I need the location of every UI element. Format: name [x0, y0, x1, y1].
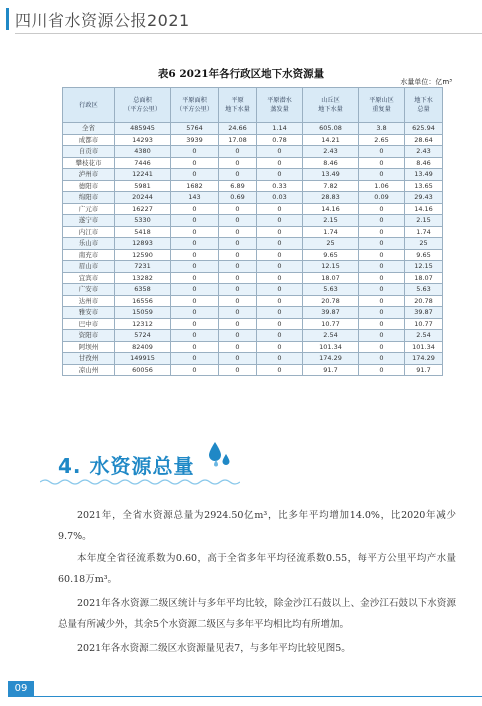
value-cell: 0 [257, 146, 303, 158]
table-row [63, 180, 443, 192]
value-cell: 1.74 [303, 226, 359, 238]
value-cell: 5.63 [405, 284, 443, 296]
table-row [63, 364, 443, 376]
value-cell: 0 [219, 353, 257, 365]
table-row [63, 123, 443, 135]
value-cell: 0 [257, 157, 303, 169]
value-cell: 12590 [115, 249, 171, 261]
value-cell: 0 [219, 364, 257, 376]
value-cell: 18.07 [303, 272, 359, 284]
table-row [63, 215, 443, 227]
value-cell: 0 [257, 238, 303, 250]
value-cell: 0 [359, 284, 405, 296]
value-cell: 0 [219, 203, 257, 215]
value-cell: 39.87 [405, 307, 443, 319]
value-cell: 0.78 [257, 134, 303, 146]
region-cell: 阿坝州 [63, 341, 115, 353]
value-cell: 2.43 [405, 146, 443, 158]
value-cell: 0 [257, 272, 303, 284]
value-cell: 14.16 [405, 203, 443, 215]
value-cell: 13.49 [405, 169, 443, 181]
value-cell: 0 [257, 295, 303, 307]
value-cell: 0 [219, 249, 257, 261]
paragraph-runoff: 本年度全省径流系数为0.60，高于全省多年平均径流系数0.55，每平方公里平均产水量60.18万m³。 [58, 553, 456, 585]
value-cell: 149915 [115, 353, 171, 365]
value-cell: 0 [359, 169, 405, 181]
value-cell: 10.77 [405, 318, 443, 330]
value-cell: 0 [171, 364, 219, 376]
value-cell: 5418 [115, 226, 171, 238]
header-accent-bar [6, 8, 9, 30]
value-cell: 0 [359, 307, 405, 319]
region-cell: 巴中市 [63, 318, 115, 330]
value-cell: 6.89 [219, 180, 257, 192]
value-cell: 1.14 [257, 123, 303, 135]
value-cell: 29.43 [405, 192, 443, 204]
value-cell: 9.65 [405, 249, 443, 261]
value-cell: 8.46 [405, 157, 443, 169]
paragraph-regions: 2021年各水资源二级区统计与多年平均比较，除金沙江石鼓以上、金沙江石鼓以下水资源总量有所减少外，其余5个水资源二级区与多年平均相比均有所增加。 [58, 598, 456, 630]
value-cell: 0.03 [257, 192, 303, 204]
value-cell: 0 [219, 226, 257, 238]
table-row [63, 295, 443, 307]
value-cell: 0 [171, 272, 219, 284]
value-cell: 101.34 [405, 341, 443, 353]
value-cell: 25 [405, 238, 443, 250]
value-cell: 0 [257, 226, 303, 238]
value-cell: 0 [171, 330, 219, 342]
value-cell: 0 [171, 238, 219, 250]
value-cell: 174.29 [405, 353, 443, 365]
value-cell: 0 [171, 284, 219, 296]
table-row [63, 169, 443, 181]
region-cell: 绵阳市 [63, 192, 115, 204]
value-cell: 9.65 [303, 249, 359, 261]
value-cell: 0 [359, 295, 405, 307]
column-header: 总面积 （平方公里） [115, 88, 171, 123]
region-cell: 广安市 [63, 284, 115, 296]
value-cell: 20.78 [405, 295, 443, 307]
value-cell: 20.78 [303, 295, 359, 307]
value-cell: 485945 [115, 123, 171, 135]
value-cell: 5764 [171, 123, 219, 135]
value-cell: 0.33 [257, 180, 303, 192]
value-cell: 1.06 [359, 180, 405, 192]
value-cell: 0 [257, 203, 303, 215]
value-cell: 0 [359, 203, 405, 215]
region-cell: 南充市 [63, 249, 115, 261]
wave-icon [40, 478, 240, 486]
value-cell: 0 [171, 341, 219, 353]
value-cell: 0 [257, 307, 303, 319]
value-cell: 2.43 [303, 146, 359, 158]
value-cell: 13.65 [405, 180, 443, 192]
value-cell: 0 [171, 295, 219, 307]
region-cell: 眉山市 [63, 261, 115, 273]
region-cell: 内江市 [63, 226, 115, 238]
value-cell: 0 [219, 341, 257, 353]
value-cell: 10.77 [303, 318, 359, 330]
column-header: 山丘区 地下水量 [303, 88, 359, 123]
table-row [63, 192, 443, 204]
value-cell: 16227 [115, 203, 171, 215]
value-cell: 0 [359, 330, 405, 342]
region-cell: 成都市 [63, 134, 115, 146]
value-cell: 0.69 [219, 192, 257, 204]
value-cell: 25 [303, 238, 359, 250]
table-row [63, 318, 443, 330]
value-cell: 28.64 [405, 134, 443, 146]
table-row [63, 261, 443, 273]
region-cell: 攀枝花市 [63, 157, 115, 169]
region-cell: 雅安市 [63, 307, 115, 319]
table-row [63, 307, 443, 319]
column-header: 平原 地下水量 [219, 88, 257, 123]
value-cell: 6358 [115, 284, 171, 296]
value-cell: 0 [257, 261, 303, 273]
header-divider [15, 33, 482, 34]
region-cell: 凉山州 [63, 364, 115, 376]
value-cell: 5981 [115, 180, 171, 192]
value-cell: 0 [219, 238, 257, 250]
value-cell: 3.8 [359, 123, 405, 135]
table-row [63, 330, 443, 342]
value-cell: 0 [359, 353, 405, 365]
value-cell: 0 [257, 318, 303, 330]
value-cell: 18.07 [405, 272, 443, 284]
value-cell: 1682 [171, 180, 219, 192]
value-cell: 4380 [115, 146, 171, 158]
table-row [63, 341, 443, 353]
value-cell: 5.63 [303, 284, 359, 296]
table-row [63, 284, 443, 296]
column-header: 平原面积 （平方公里） [171, 88, 219, 123]
value-cell: 0 [171, 307, 219, 319]
value-cell: 0 [171, 249, 219, 261]
section-title: 4. 水资源总量 [58, 454, 195, 478]
column-header: 地下水 总量 [405, 88, 443, 123]
value-cell: 101.34 [303, 341, 359, 353]
value-cell: 0 [171, 157, 219, 169]
value-cell: 7446 [115, 157, 171, 169]
value-cell: 91.7 [303, 364, 359, 376]
value-cell: 7.82 [303, 180, 359, 192]
table-row [63, 226, 443, 238]
value-cell: 0 [171, 353, 219, 365]
table-row [63, 238, 443, 250]
region-cell: 乐山市 [63, 238, 115, 250]
value-cell: 0.09 [359, 192, 405, 204]
value-cell: 0 [219, 146, 257, 158]
value-cell: 174.29 [303, 353, 359, 365]
value-cell: 0 [359, 364, 405, 376]
table-row [63, 249, 443, 261]
value-cell: 12893 [115, 238, 171, 250]
value-cell: 82409 [115, 341, 171, 353]
value-cell: 0 [359, 238, 405, 250]
value-cell: 2.54 [303, 330, 359, 342]
value-cell: 0 [219, 261, 257, 273]
value-cell: 14293 [115, 134, 171, 146]
value-cell: 0 [257, 330, 303, 342]
value-cell: 60056 [115, 364, 171, 376]
value-cell: 12312 [115, 318, 171, 330]
value-cell: 0 [219, 215, 257, 227]
value-cell: 0 [171, 226, 219, 238]
table-unit: 水量单位：亿m³ [400, 78, 452, 86]
region-cell: 达州市 [63, 295, 115, 307]
value-cell: 0 [219, 284, 257, 296]
value-cell: 20244 [115, 192, 171, 204]
value-cell: 2.15 [303, 215, 359, 227]
table-row [63, 134, 443, 146]
value-cell: 39.87 [303, 307, 359, 319]
value-cell: 24.66 [219, 123, 257, 135]
value-cell: 16556 [115, 295, 171, 307]
report-title: 四川省水资源公报2021 [15, 11, 190, 30]
value-cell: 0 [257, 215, 303, 227]
value-cell: 0 [257, 249, 303, 261]
region-cell: 德阳市 [63, 180, 115, 192]
value-cell: 17.08 [219, 134, 257, 146]
value-cell: 0 [219, 169, 257, 181]
table-row [63, 146, 443, 158]
value-cell: 143 [171, 192, 219, 204]
value-cell: 0 [171, 215, 219, 227]
value-cell: 2.54 [405, 330, 443, 342]
value-cell: 0 [359, 215, 405, 227]
value-cell: 13282 [115, 272, 171, 284]
value-cell: 1.74 [405, 226, 443, 238]
value-cell: 0 [359, 272, 405, 284]
paragraph-reference: 2021年各水资源二级区水资源量见表7，与多年平均比较见图5。 [77, 643, 351, 654]
value-cell: 0 [359, 226, 405, 238]
value-cell: 12.15 [303, 261, 359, 273]
region-cell: 泸州市 [63, 169, 115, 181]
value-cell: 0 [257, 353, 303, 365]
value-cell: 0 [257, 284, 303, 296]
value-cell: 0 [359, 261, 405, 273]
value-cell: 0 [359, 146, 405, 158]
value-cell: 0 [219, 307, 257, 319]
column-header: 平原潜水 蒸发量 [257, 88, 303, 123]
value-cell: 0 [171, 203, 219, 215]
value-cell: 2.65 [359, 134, 405, 146]
value-cell: 625.94 [405, 123, 443, 135]
value-cell: 14.16 [303, 203, 359, 215]
region-cell: 资阳市 [63, 330, 115, 342]
region-cell: 宜宾市 [63, 272, 115, 284]
region-cell: 甘孜州 [63, 353, 115, 365]
value-cell: 14.21 [303, 134, 359, 146]
value-cell: 5724 [115, 330, 171, 342]
groundwater-table [62, 87, 443, 376]
footer-rule [34, 696, 482, 697]
table-row [63, 157, 443, 169]
region-cell: 广元市 [63, 203, 115, 215]
table-row [63, 272, 443, 284]
region-cell: 遂宁市 [63, 215, 115, 227]
table-title: 表6 2021年各行政区地下水资源量 [157, 68, 325, 80]
value-cell: 5330 [115, 215, 171, 227]
value-cell: 0 [359, 157, 405, 169]
value-cell: 7231 [115, 261, 171, 273]
value-cell: 12241 [115, 169, 171, 181]
value-cell: 0 [219, 295, 257, 307]
value-cell: 0 [359, 318, 405, 330]
value-cell: 8.46 [303, 157, 359, 169]
column-header: 平原山区 重复量 [359, 88, 405, 123]
value-cell: 91.7 [405, 364, 443, 376]
value-cell: 0 [171, 261, 219, 273]
value-cell: 28.83 [303, 192, 359, 204]
value-cell: 13.49 [303, 169, 359, 181]
value-cell: 0 [359, 341, 405, 353]
water-drops-icon [205, 440, 235, 470]
value-cell: 0 [219, 330, 257, 342]
value-cell: 0 [257, 341, 303, 353]
table-row [63, 203, 443, 215]
table-row [63, 353, 443, 365]
value-cell: 0 [257, 364, 303, 376]
value-cell: 605.08 [303, 123, 359, 135]
value-cell: 0 [171, 146, 219, 158]
column-header: 行政区 [63, 88, 115, 123]
value-cell: 12.15 [405, 261, 443, 273]
table-header [63, 88, 443, 123]
value-cell: 0 [257, 169, 303, 181]
value-cell: 0 [359, 249, 405, 261]
region-cell: 全省 [63, 123, 115, 135]
value-cell: 0 [219, 272, 257, 284]
value-cell: 3939 [171, 134, 219, 146]
value-cell: 0 [219, 157, 257, 169]
value-cell: 2.15 [405, 215, 443, 227]
page-number: 09 [8, 681, 34, 697]
value-cell: 0 [171, 169, 219, 181]
value-cell: 15059 [115, 307, 171, 319]
paragraph-total: 2021年，全省水资源总量为2924.50亿m³，比多年平均增加14.0%，比2020年减少9.7%。 [58, 510, 456, 542]
value-cell: 0 [219, 318, 257, 330]
value-cell: 0 [171, 318, 219, 330]
region-cell: 自贡市 [63, 146, 115, 158]
